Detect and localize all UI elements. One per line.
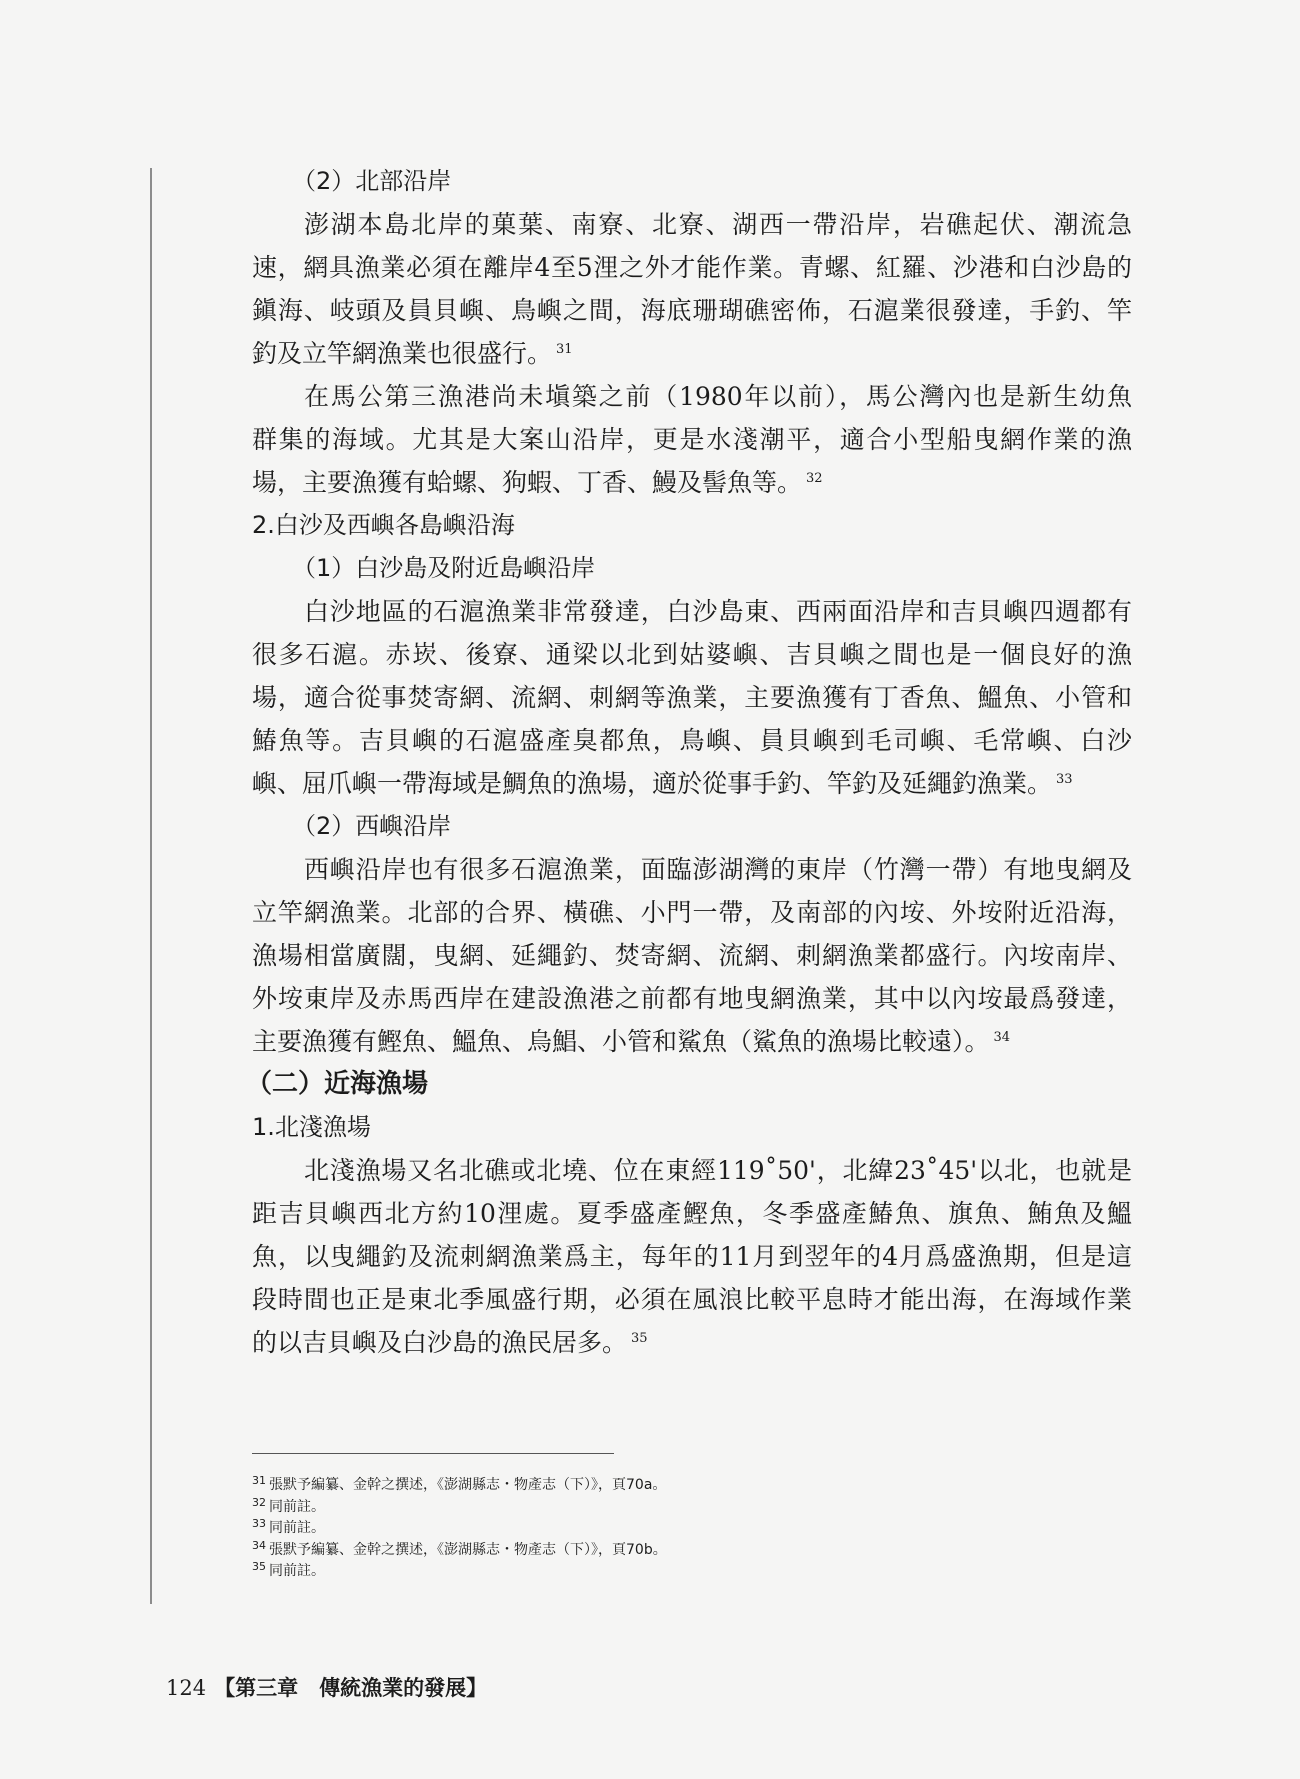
text-segment: 場，主要漁獲有蛤螺、狗蝦、丁香、鰻及髻魚等。: [252, 468, 803, 497]
text-segment: 釣及立竿網漁業也很盛行。: [252, 339, 553, 368]
footnote: [252, 1492, 667, 1514]
footnote-text: 張默予編纂、金幹之撰述，《澎湖縣志・物產志（下）》，頁70a。: [269, 1477, 667, 1493]
heading-beiqian: 1.北淺漁場: [252, 1113, 371, 1141]
footnote: [252, 1535, 667, 1557]
footnotes: [252, 1470, 667, 1578]
paragraph-baisha: [252, 590, 1132, 805]
footnote-number: 32: [252, 1495, 266, 1509]
text-line: 距吉貝嶼西北方約10浬處。夏季盛產鰹魚，冬季盛產鰆魚、旗魚、鮪魚及鰮: [252, 1199, 1132, 1228]
paragraph-north-coast-1: [252, 203, 1132, 375]
footnote-text: 同前註。: [269, 1498, 325, 1515]
footnote-number: 33: [252, 1517, 266, 1530]
text-segment: 主要漁獲有鰹魚、鰮魚、烏鯧、小管和鯊魚（鯊魚的漁場比較遠）。: [252, 1027, 990, 1056]
text-line: 群集的海域。尤其是大案山沿岸，更是水淺潮平，適合小型船曳網作業的漁: [252, 425, 1132, 454]
page-body: [246, 160, 1132, 1364]
paragraph-north-coast-2: [252, 375, 1132, 504]
text-line: 西嶼沿岸也有很多石滬漁業，面臨澎湖灣的東岸（竹灣一帶）有地曳網及: [304, 855, 1132, 884]
text-line: 白沙地區的石滬漁業非常發達，白沙島東、西兩面沿岸和吉貝嶼四週都有: [304, 597, 1132, 626]
text-line: 場，適合從事焚寄網、流網、刺網等漁業，主要漁獲有丁香魚、鰮魚、小管和: [252, 683, 1132, 712]
footnote-divider: [252, 1453, 614, 1454]
text-line: [252, 762, 1132, 805]
text-line: 立竿網漁業。北部的合界、橫礁、小門一帶，及南部的內垵、外垵附近沿海，: [252, 898, 1132, 927]
text-segment: 的以吉貝嶼及白沙島的漁民居多。: [252, 1328, 628, 1357]
chapter-title: 【第三章 傳統漁業的發展】: [214, 1675, 488, 1700]
footnote: [252, 1470, 667, 1492]
footnote-ref: 32: [806, 471, 823, 486]
text-line: [252, 461, 1132, 504]
text-line: 魚，以曳繩釣及流刺網漁業爲主，每年的11月到翌年的4月爲盛漁期，但是這: [252, 1242, 1132, 1271]
heading-offshore-fishing: （二）近海漁場: [246, 1069, 429, 1099]
footnote-number: 31: [252, 1474, 266, 1487]
text-line: 鎭海、岐頭及員貝嶼、鳥嶼之間，海底珊瑚礁密佈，石滬業很發達，手釣、竿: [252, 296, 1132, 325]
footnote-ref: 31: [556, 342, 573, 357]
footnote: [252, 1556, 667, 1578]
page-number: 124: [166, 1676, 207, 1700]
heading-north-coast: （2）北部沿岸: [292, 167, 452, 195]
paragraph-xiyu: [252, 848, 1132, 1063]
footnote-text: 同前註。: [269, 1563, 325, 1579]
footnote-ref: 35: [631, 1331, 648, 1346]
footnote-text: 同前註。: [269, 1520, 325, 1536]
text-line: 外垵東岸及赤馬西岸在建設漁港之前都有地曳網漁業，其中以內垵最爲發達，: [252, 984, 1132, 1013]
paragraph-beiqian: [252, 1149, 1132, 1364]
margin-rule: [150, 168, 152, 1604]
text-line: 北淺漁場又名北礁或北墝、位在東經119˚50'，北緯23˚45'以北，也就是: [304, 1156, 1132, 1185]
text-line: 速，網具漁業必須在離岸4至5浬之外才能作業。青螺、紅羅、沙港和白沙島的: [252, 253, 1132, 282]
text-line: 漁場相當廣闊，曳網、延繩釣、焚寄網、流網、刺網漁業都盛行。內垵南岸、: [252, 941, 1132, 970]
heading-baisha-coast: （1）白沙島及附近島嶼沿岸: [292, 554, 596, 582]
heading-baisha-xiyu: 2.白沙及西嶼各島嶼沿海: [252, 511, 515, 539]
footnote-ref: 34: [993, 1030, 1011, 1045]
text-line: 在馬公第三漁港尚未塡築之前（1980年以前），馬公灣內也是新生幼魚: [304, 382, 1132, 411]
footnote-number: 35: [252, 1560, 266, 1573]
text-line: 鰆魚等。吉貝嶼的石滬盛產臭都魚，鳥嶼、員貝嶼到毛司嶼、毛常嶼、白沙: [252, 726, 1132, 755]
footnote: [252, 1513, 667, 1535]
text-line: [252, 332, 1132, 375]
footnote-ref: 33: [1056, 772, 1073, 787]
running-footer: [166, 1672, 487, 1702]
text-line: 很多石滬。赤崁、後寮、通梁以北到姑婆嶼、吉貝嶼之間也是一個良好的漁: [252, 640, 1132, 669]
text-segment: 嶼、屈爪嶼一帶海域是鯛魚的漁場，適於從事手釣、竿釣及延繩釣漁業。: [252, 769, 1053, 798]
heading-xiyu-coast: （2）西嶼沿岸: [292, 812, 452, 840]
text-line: [252, 1321, 1132, 1364]
text-line: [252, 1020, 1132, 1063]
text-line: 段時間也正是東北季風盛行期，必須在風浪比較平息時才能出海，在海域作業: [252, 1285, 1132, 1314]
footnote-number: 34: [252, 1538, 266, 1552]
text-line: 澎湖本島北岸的菓葉、南寮、北寮、湖西一帶沿岸，岩礁起伏、潮流急: [304, 210, 1132, 239]
footnote-text: 張默予編纂、金幹之撰述，《澎湖縣志・物產志（下）》，頁70b。: [269, 1541, 667, 1558]
